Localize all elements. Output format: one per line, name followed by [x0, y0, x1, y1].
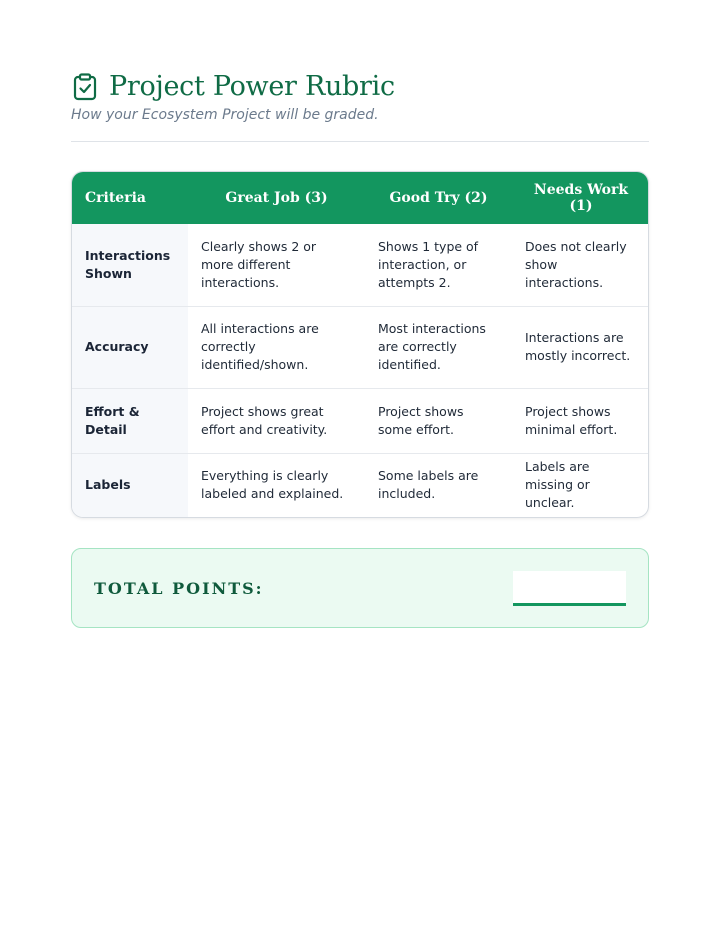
table-header-row — [72, 172, 649, 224]
great-job-cell: Project shows great effort and creativity. — [188, 388, 365, 453]
criteria-cell: Labels — [72, 453, 188, 517]
good-try-cell: Shows 1 type of interaction, or attempts 2. — [378, 238, 479, 290]
great-job-cell: All interactions are correctly identified/shown. — [188, 306, 365, 388]
header-divider — [71, 141, 649, 142]
total-points-label: TOTAL POINTS: — [94, 578, 264, 598]
table-row — [72, 306, 649, 388]
good-try-cell: Project shows some effort. — [365, 388, 512, 453]
rubric-table — [72, 172, 649, 517]
column-header-needs-work: Needs Work (1) — [512, 172, 649, 224]
page-title: Project Power Rubric — [109, 71, 395, 102]
criteria-cell: Accuracy — [72, 306, 188, 388]
column-header-criteria: Criteria — [72, 172, 188, 224]
clipboard-check-icon — [71, 73, 99, 101]
total-points-panel — [71, 548, 649, 628]
needs-work-cell: Does not clearly show interactions. — [525, 238, 627, 290]
title-row — [71, 72, 649, 102]
table-row — [72, 224, 649, 306]
great-job-cell: Clearly shows 2 or more different interactions. — [201, 238, 317, 290]
table-row — [72, 453, 649, 517]
great-job-cell: Everything is clearly labeled and explained. — [188, 453, 365, 517]
page-header — [71, 72, 649, 142]
good-try-cell: Some labels are included. — [365, 453, 512, 517]
rubric-table-card — [71, 171, 649, 518]
needs-work-cell: Interactions are mostly incorrect. — [512, 306, 649, 388]
criteria-cell: Effort & Detail — [72, 388, 188, 453]
needs-work-cell: Project shows minimal effort. — [512, 388, 649, 453]
needs-work-cell: Labels are missing or unclear. — [512, 453, 649, 517]
table-row — [72, 388, 649, 453]
column-header-good-try: Good Try (2) — [365, 172, 512, 224]
column-header-great-job: Great Job (3) — [188, 172, 365, 224]
total-points-field[interactable] — [513, 571, 626, 606]
good-try-cell: Most interactions are correctly identified. — [365, 306, 512, 388]
page-subtitle: How your Ecosystem Project will be graded. — [71, 107, 379, 123]
criteria-cell: Interactions Shown — [72, 224, 188, 306]
